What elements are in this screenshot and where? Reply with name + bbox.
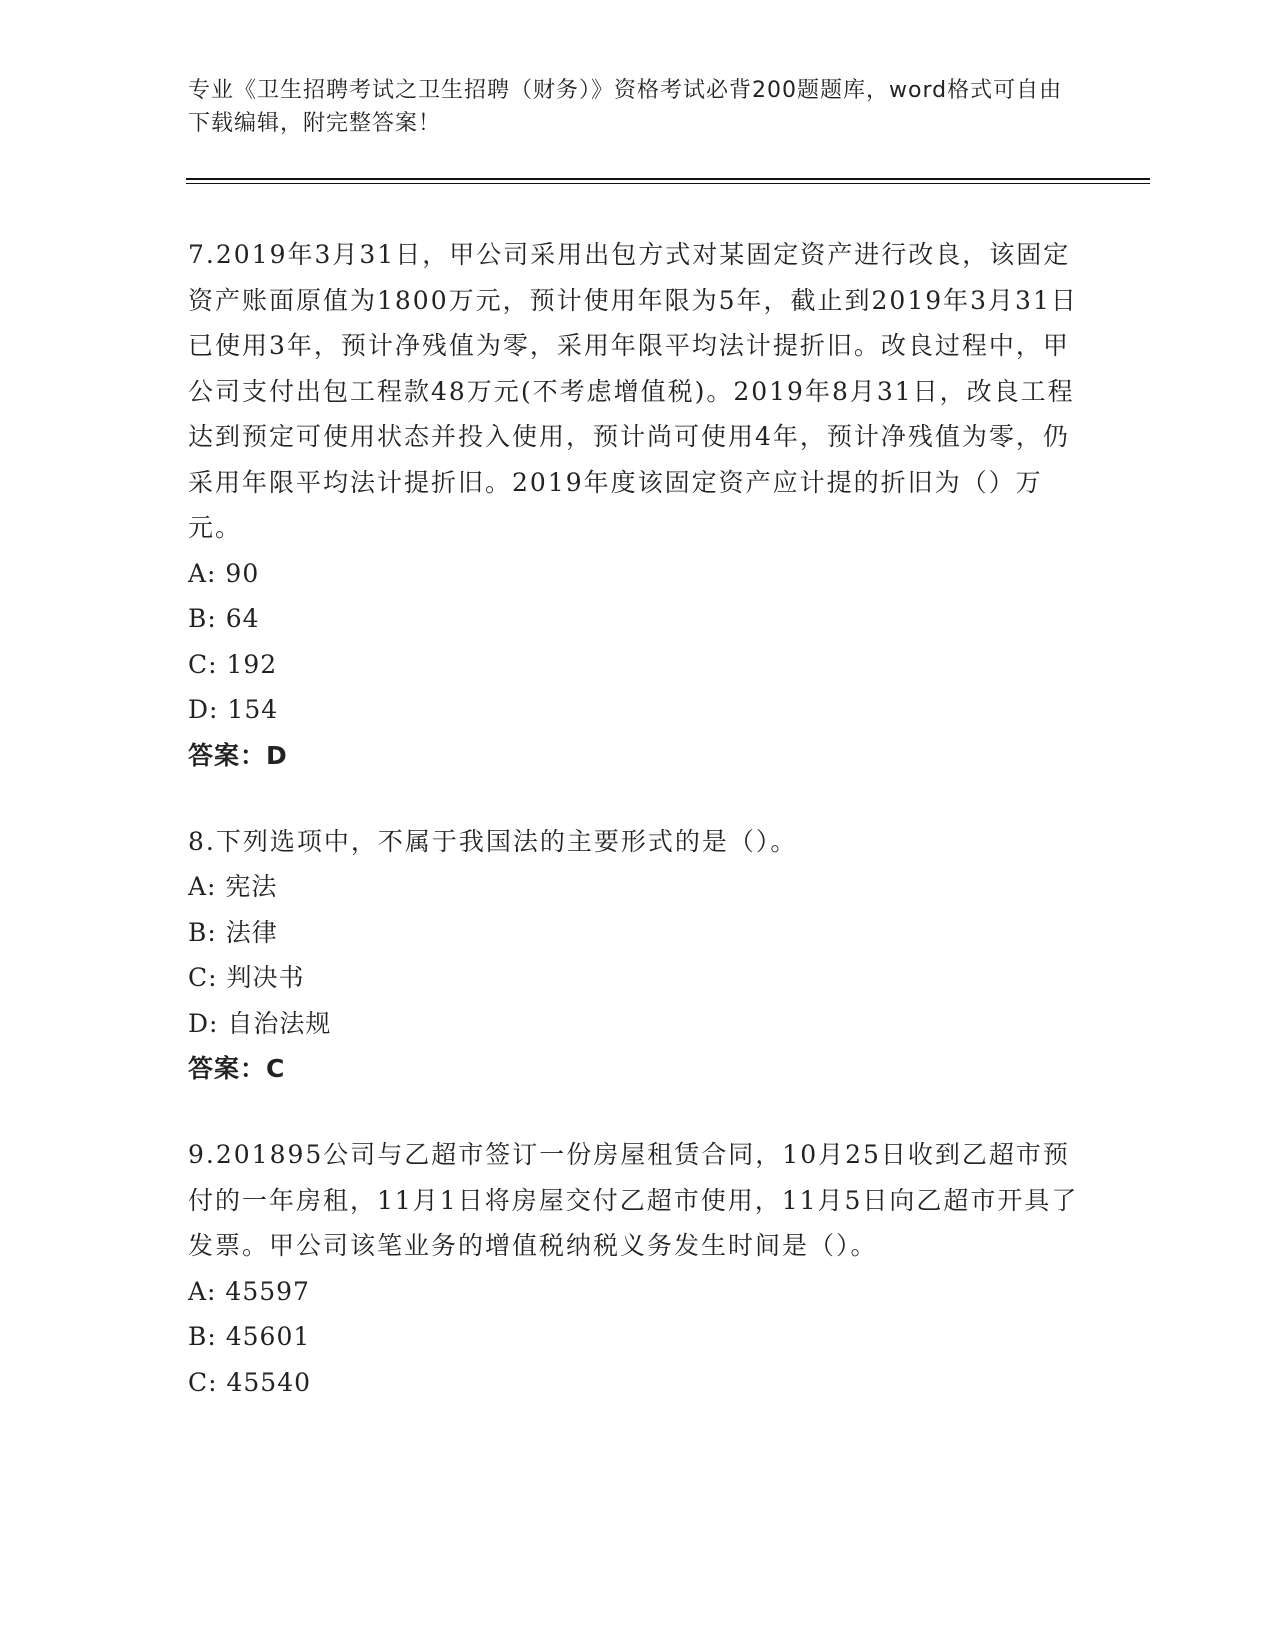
header-divider <box>186 178 1150 180</box>
option-d: D: 自治法规 <box>188 1008 332 1038</box>
answer-line: 答案：D <box>188 740 288 770</box>
option-a: A: 45597 <box>188 1276 310 1306</box>
question-stem: 8.下列选项中，不属于我国法的主要形式的是（）。 <box>188 826 798 856</box>
question-8 <box>188 819 1088 1093</box>
question-stem: 9.201895公司与乙超市签订一份房屋租赁合同，10月25日收到乙超市预付的一年房租，11月1日将房屋交付乙超市使用，11月5日向乙超市开具了发票。甲公司该笔业务的增值税纳税义务发生时间是（）。 <box>188 1140 1079 1260</box>
question-stem: 7.2019年3月31日，甲公司采用出包方式对某固定资产进行改良，该固定资产账面原值为1800万元，预计使用年限为5年，截止到2019年3月31日已使用3年，预计净残值为零，采用年限平均法计提折旧。改良过程中，甲公司支付出包工程款48万元(不考虑增值税)。2019年8月31日，改良工程达到预定可使用状态并投入使用，预计尚可使用4年，预计净残值为零，仍采用年限平均法计提折旧。2019年度该固定资产应计提的折旧为（）万元。 <box>188 240 1078 542</box>
option-a: A: 90 <box>188 558 260 588</box>
option-c: C: 192 <box>188 649 278 679</box>
question-7 <box>188 232 1088 779</box>
option-c: C: 判决书 <box>188 963 305 992</box>
header-divider-thin <box>186 183 1150 184</box>
question-9 <box>188 1132 1088 1405</box>
option-d: D: 154 <box>188 695 279 724</box>
option-c: C: 45540 <box>188 1367 312 1397</box>
answer-line: 答案：C <box>188 1054 286 1083</box>
document-header <box>188 74 1068 140</box>
document-title: 专业《卫生招聘考试之卫生招聘（财务）》资格考试必背200题题库，word格式可自由下载编辑，附完整答案！ <box>188 78 1063 136</box>
option-a: A: 宪法 <box>188 872 278 901</box>
option-b: B: 45601 <box>188 1322 311 1351</box>
option-b: B: 64 <box>188 604 260 633</box>
option-b: B: 法律 <box>188 917 278 947</box>
question-list <box>188 232 1088 1445</box>
